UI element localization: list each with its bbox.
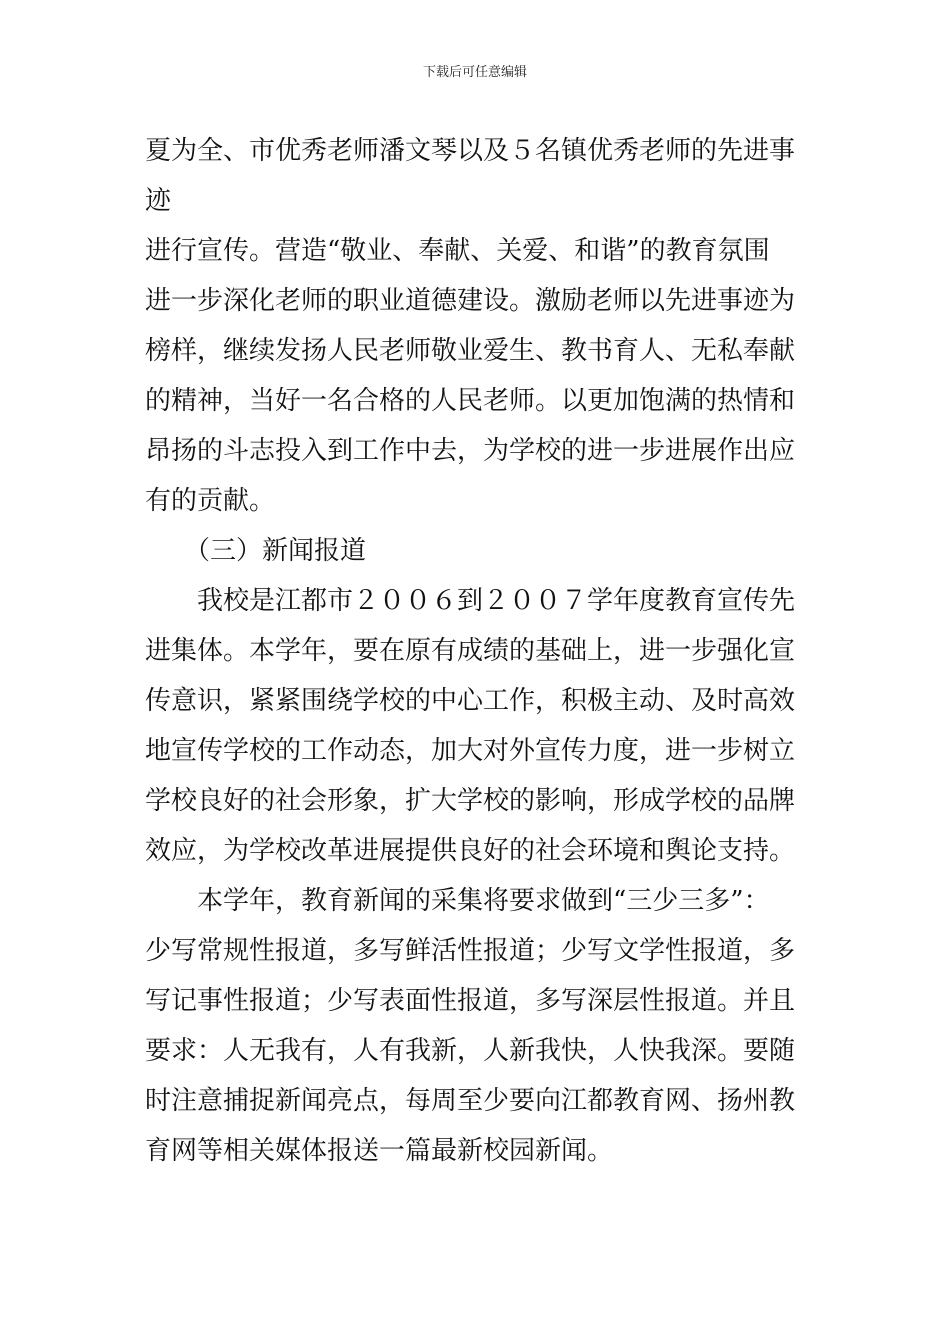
document-body: [145, 126, 807, 1176]
section-heading-news-reporting: （三）新闻报道: [145, 536, 367, 566]
page-header: 下载后可任意编辑: [422, 65, 527, 80]
paragraph-news-publicity: 我校是江都市２００６到２００７学年度教育宣传先 进集体。本学年，要在原有成绩的基础上，进一步强化宣 传意识，紧紧围绕学校的中心工作，积极主动、及时高效 地宣传学校的工作动态，加大对外宣传力度，进一步树立 学校良好的社会形象，扩大学校的影响，形成学校的品牌 效应，为学校改革进展提供良好的社会环境和舆论支持。: [145, 586, 796, 866]
paragraph-teacher-ethics: 夏为全、市优秀老师潘文琴以及５名镇优秀老师的先进事迹 进行宣传。营造“敬业、奉献、关爱、和谐”的教育氛围 进一步深化老师的职业道德建设。激励老师以先进事迹为 榜样，继续发扬人民老师敬业爱生、教书育人、无私奉献 的精神，当好一名合格的人民老师。以更加饱满的热情和 昂扬的斗志投入到工作中去，为学校的进一步进展作出应 有的贡献。: [145, 136, 796, 516]
paragraph-news-requirements: 本学年，教育新闻的采集将要求做到“三少三多”： 少写常规性报道，多写鲜活性报道；少写文学性报道，多 写记事性报道；少写表面性报道，多写深层性报道。并且 要求：人无我有，人有我新，人新我快，人快我深。要随 时注意捕捉新闻亮点，每周至少要向江都教育网、扬州教 育网等相关媒体报送一篇最新校园新闻。: [145, 886, 796, 1166]
